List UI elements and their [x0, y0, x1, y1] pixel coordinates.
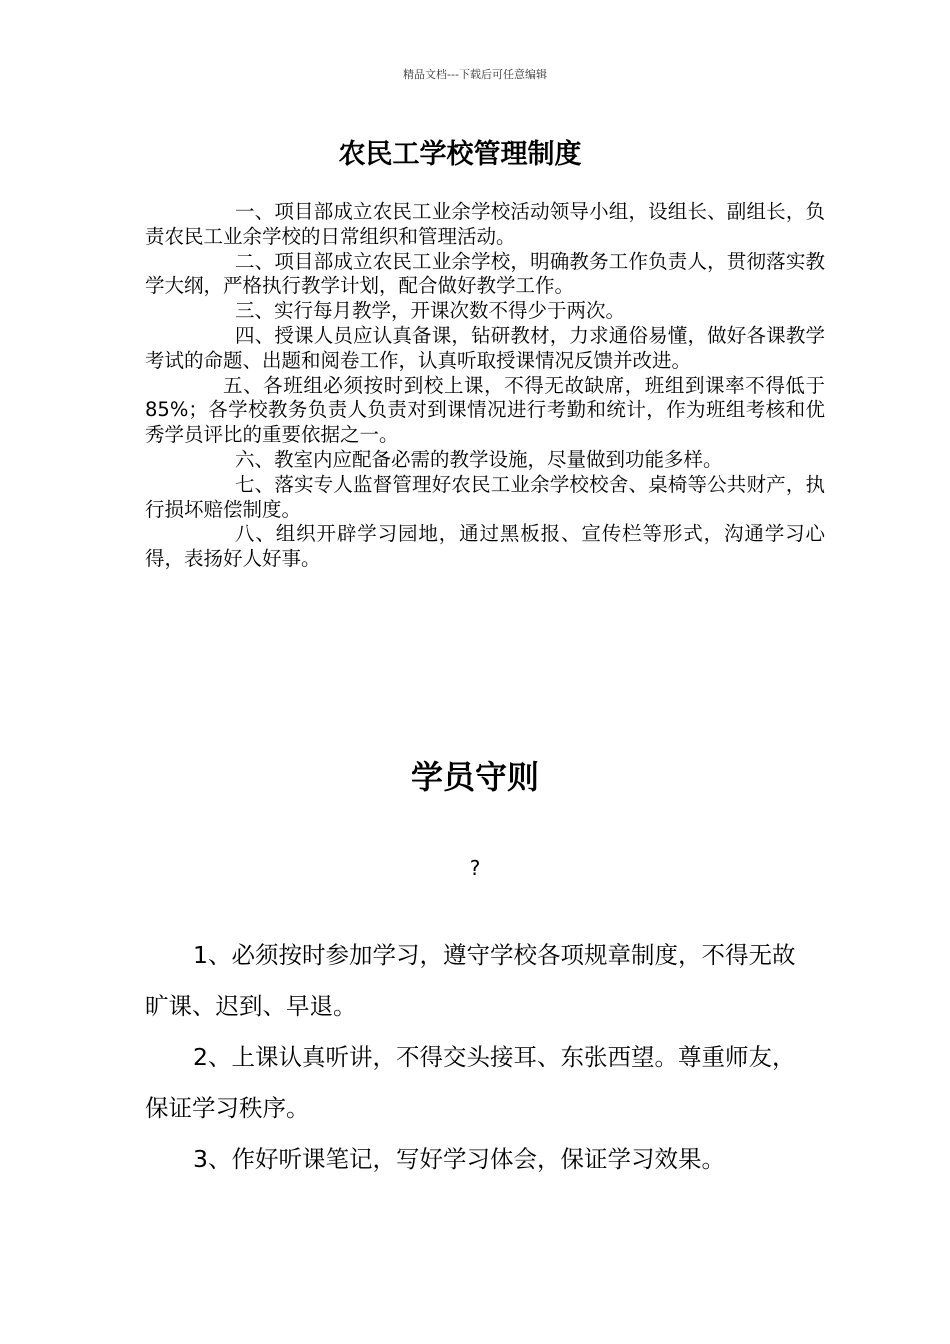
student-code-title: 学员守则 — [410, 758, 539, 796]
management-rules-title: 农民工学校管理制度 — [338, 139, 582, 170]
student-rule-2: 2、上课认真听讲，不得交头接耳、东张西望。尊重师友，保证学习秩序。 — [145, 1043, 796, 1122]
management-rule-5: 五、各班组必须按时到校上课，不得无故缺席，班组到课率不得低于85%；各学校教务负责人负责对到课情况进行考勤和统计，作为班组考核和优秀学员评比的重要依据之一。 — [145, 373, 825, 447]
management-rule-4: 四、授课人员应认真备课，钻研教材，力求通俗易懂，做好各课教学考试的命题、出题和阅卷工作，认真听取授课情况反馈并改进。 — [145, 323, 825, 372]
student-code-body — [145, 930, 815, 1185]
student-rule-1: 1、必须按时参加学习，遵守学校各项规章制度，不得无故旷课、迟到、早退。 — [145, 941, 796, 1020]
management-rules-body — [145, 200, 825, 572]
management-rule-2: 二、项目部成立农民工业余学校，明确教务工作负责人，贯彻落实教学大纲，严格执行教学计划，配合做好教学工作。 — [145, 249, 825, 298]
management-rule-3: 三、实行每月教学，开课次数不得少于两次。 — [235, 299, 626, 323]
management-rule-6: 六、教室内应配备必需的教学设施，尽量做到功能多样。 — [235, 447, 723, 471]
management-rule-1: 一、项目部成立农民工业余学校活动领导小组，设组长、副组长，负责农民工业余学校的日常组织和管理活动。 — [145, 200, 825, 248]
student-rule-3: 3、作好听课笔记，写好学习体会，保证学习效果。 — [193, 1145, 725, 1173]
placeholder-mark: ? — [469, 856, 481, 880]
management-rule-8: 八、组织开辟学习园地，通过黑板报、宣传栏等形式，沟通学习心得，表扬好人好事。 — [145, 522, 825, 571]
management-rule-7: 七、落实专人监督管理好农民工业余学校校舍、桌椅等公共财产，执行损坏赔偿制度。 — [145, 472, 825, 521]
header-note: 精品文档---下载后可任意编辑 — [403, 68, 547, 81]
